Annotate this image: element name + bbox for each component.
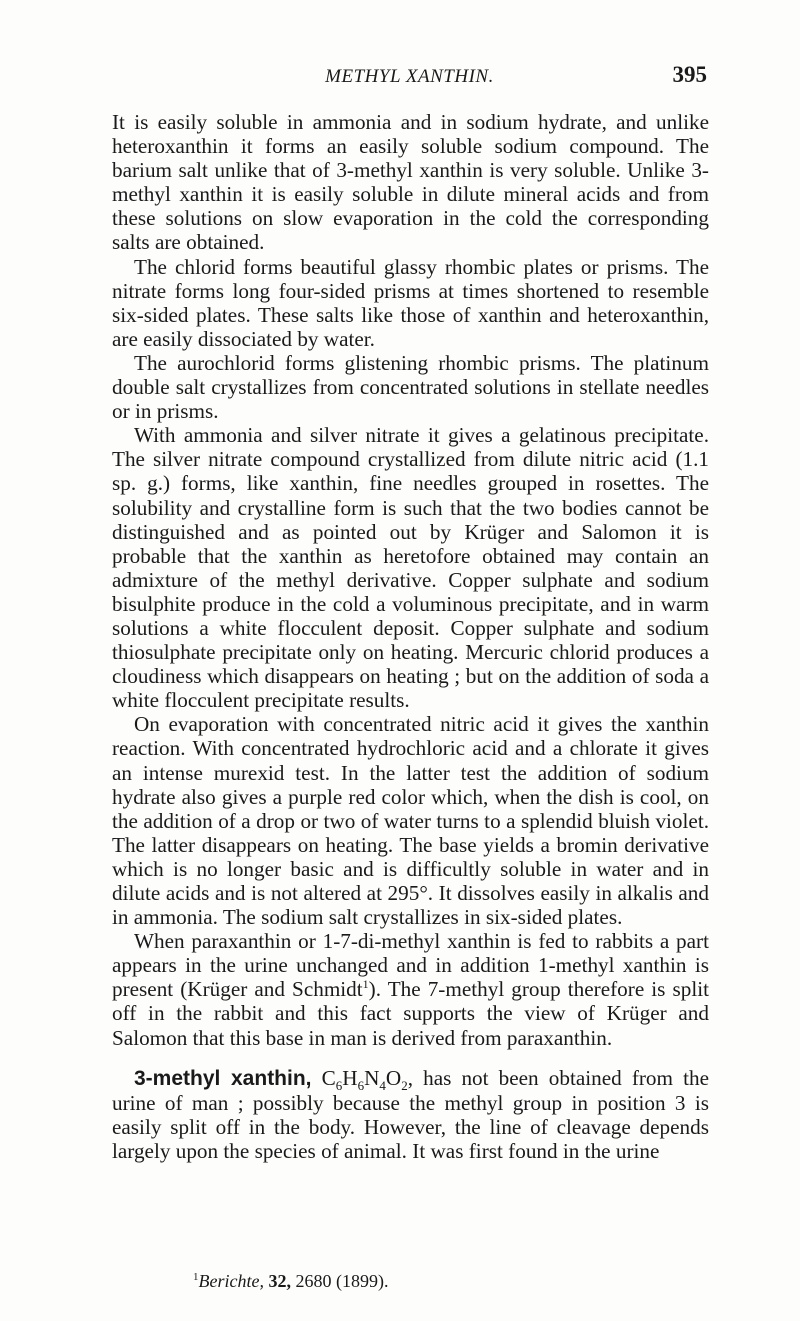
paragraph-paraxanthin-text-b: ). The 7-methyl group therefore is split off in the rabbit and this fact supports the view of Krüger and Salomon that this base in man is derived from paraxanthin. — [112, 977, 709, 1050]
paragraph-paraxanthin — [112, 929, 709, 1049]
chemical-formula: $C_6H_6N_4O_2$ — [321, 1065, 408, 1093]
page-number: 395 — [672, 62, 707, 87]
body-text — [112, 110, 709, 1163]
footnote-reference: 1 — [362, 977, 369, 992]
running-head — [112, 62, 707, 98]
paragraph-3-methyl-xanthin — [112, 1066, 709, 1163]
footnote — [193, 1270, 388, 1292]
paragraph-evaporation: On evaporation with concentrated nitric acid it gives the xanthin reaction. With concentrated hydrochloric acid and a chlorate it gives an intense murexid test. In the latter test the addition of sodium hydrate also gives a purple red color which, when the dish is cool, on the addition of a drop or two of water turns to a splendid bluish violet. The latter disappears on heating. The base yields a bromin derivative which is no longer basic and is difficultly soluble in water and in dilute acids and is not altered at 295°. It dissolves easily in alkalis and in ammonia. The sodium salt crystallizes in six-sided plates. — [112, 712, 709, 930]
paragraph-solubility: It is easily soluble in ammonia and in sodium hydrate, and unlike heteroxanthin it forms an easily soluble sodium compound. The barium salt unlike that of 3-methyl xanthin is very soluble. Unlike 3-methyl xanthin it is easily soluble in dilute mineral acids and from these solutions on slow evaporation in the cold the corresponding salts are obtained. — [112, 110, 709, 255]
section-lead-term: 3-methyl xanthin, — [134, 1066, 312, 1090]
paragraph-silver-nitrate: With ammonia and silver nitrate it gives a gelatinous precipitate. The silver nitrate compound crystallized from dilute nitric acid (1.1 sp. g.) forms, like xanthin, fine needles grouped in rosettes. The solubility and crystalline form is such that the two bodies cannot be distinguished and as pointed out by Krüger and Salomon it is probable that the xanthin as heretofore obtained may contain an admixture of the methyl derivative. Copper sulphate and sodium bisulphite produce in the cold a voluminous precipitate, and in warm solutions a white flocculent deposit. Copper sulphate and sodium thiosulphate precipitate only on heating. Mercuric chlorid produces a cloudiness which disappears on heating ; but on the addition of soda a white flocculent precipitate results. — [112, 423, 709, 713]
footnote-mark: 1 — [193, 1271, 199, 1283]
footnote-journal: Berichte, — [198, 1271, 264, 1291]
footnote-citation: 2680 (1899). — [295, 1271, 389, 1291]
paragraph-chlorid: The chlorid forms beautiful glassy rhombic plates or prisms. The nitrate forms long four-sided prisms at times shortened to resemble six-sided plates. These salts like those of xanthin and heteroxanthin, are easily dissociated by water. — [112, 254, 709, 351]
footnote-volume: 32, — [268, 1271, 291, 1291]
section-body-text: , has not been obtained from the urine of man ; possibly because the methyl group in position 3 is easily split off in the body. However, the line of cleavage depends largely upon the species of animal. It was first found in the urine — [112, 1065, 709, 1163]
paragraph-aurochlorid: The aurochlorid forms glistening rhombic prisms. The platinum double salt crystallizes from concentrated solutions in stellate needles or in prisms. — [112, 350, 709, 424]
paragraph-paraxanthin-text-a: When paraxanthin or 1-7-di-methyl xanthin is fed to rabbits a part appears in the urine unchanged and in addition 1-methyl xanthin is present (Krüger and Schmidt — [112, 929, 709, 1002]
chapter-heading: METHYL XANTHIN. — [325, 66, 494, 87]
